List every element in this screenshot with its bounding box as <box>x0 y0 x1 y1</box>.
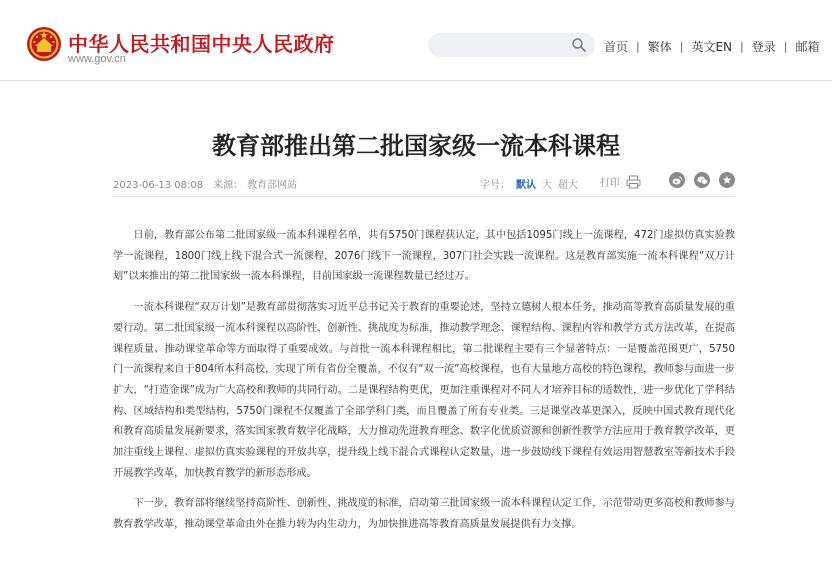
source-label: 来源： <box>213 180 244 191</box>
share-toolbar <box>669 172 735 188</box>
printer-icon <box>626 175 641 189</box>
site-url: www.gov.cn <box>68 53 126 65</box>
font-size-selector <box>480 176 578 191</box>
article-paragraph: 一流本科课程“双万计划”是教育部贯彻落实习近平总书记关于教育的重要论述，坚持立德树人根本任务，推动高等教育高质量发展的重要行动。第二批国家级一流本科课程以高阶性、创新性、挑战度为标准，推动教学理念、课程结构、课程内容和教学方式方法改革，在提高课程质量、推动课堂革命等方面取得了重要成效。与首批一流本科课程相比，第二批课程主要有三个显著特点：一是覆盖范围更广，5750门一流课程来自于804所本科高校，实现了所有省份全覆盖，不仅有“双一流”高校课程，也有大量地方高校的特色课程，教师参与面进一步扩大，“打造金课”成为广大高校和教师的共同行动。二是课程结构更优，更加注重课程对不同人才培养目标的适数性，进一步优化了学科结构、区域结构和类型结构，5750门课程不仅覆盖了全部学科门类，而且覆盖了所有专业类。三是课堂改革更深入，反映中国式教育现代化和教育高质量发展新要求，落实国家教育数字化战略，大力推动先进教育理念、数字化优质资源和创新性教学方法应用于教育教学改革，更加注重线上课程、虚拟仿真实验课程的开放共享，提升线上线下混合式课程认定数量，进一步鼓励线下课程有效运用智慧教室等新技术手段开展教学改革，加快教育教学的新形态形成。 <box>113 302 735 479</box>
nav-separator: | <box>636 39 640 53</box>
font-size-xlarge[interactable]: 超大 <box>558 180 578 191</box>
favorite-icon[interactable] <box>719 172 735 188</box>
site-name[interactable]: 中华人民共和国中央人民政府 <box>68 32 335 56</box>
wechat-icon[interactable] <box>694 172 710 188</box>
print-button[interactable] <box>600 174 641 189</box>
search-input[interactable] <box>428 33 595 57</box>
nav-separator: | <box>740 39 744 53</box>
nav-separator: | <box>783 39 788 53</box>
nav-mail[interactable]: 邮箱 <box>795 39 820 54</box>
article-paragraph: 日前，教育部公布第二批国家级一流本科课程名单，共有5750门课程获认定，其中包括1095门线上一流课程，472门虚拟仿真实验教学一流课程，1800门线上线下混合式一流课程，2076门线下一流课程，307门社会实践一流课程。这是教育部实施一流本科课程“双万计划”以来推出的第二批国家级一流本科课程，目前国家级一流课程数量已经过万。 <box>113 230 735 283</box>
article-title: 教育部推出第二批国家级一流本科课程 <box>212 132 620 160</box>
article-body <box>113 226 735 546</box>
print-label: 打印 <box>600 178 620 189</box>
site-header <box>0 0 832 81</box>
nav-traditional[interactable]: 繁体 <box>647 39 672 54</box>
nav-login[interactable]: 登录 <box>751 39 776 54</box>
source-name: 教育部网站 <box>247 180 298 191</box>
weibo-icon[interactable] <box>669 172 685 188</box>
nav-home[interactable]: 首页 <box>604 39 629 54</box>
nav-english[interactable]: 英文EN <box>691 39 733 54</box>
meta-divider <box>113 196 735 197</box>
national-emblem-icon[interactable] <box>26 26 62 62</box>
search-icon[interactable] <box>571 37 587 53</box>
article-meta <box>113 176 297 191</box>
nav-separator: | <box>679 39 684 53</box>
font-size-large[interactable]: 大 <box>542 180 552 191</box>
publish-datetime: 2023-06-13 08:08 <box>113 180 204 191</box>
top-nav <box>604 37 820 55</box>
font-size-label: 字号： <box>480 180 510 191</box>
font-size-default[interactable]: 默认 <box>516 180 536 191</box>
article-paragraph: 下一步，教育部将继续坚持高阶性、创新性、挑战度的标准，启动第三批国家级一流本科课程认定工作，示范带动更多高校和教师参与教育教学改革，推动课堂革命由外在推力转为内生动力，为加快推进高等教育高质量发展提供有力支撑。 <box>113 498 735 531</box>
